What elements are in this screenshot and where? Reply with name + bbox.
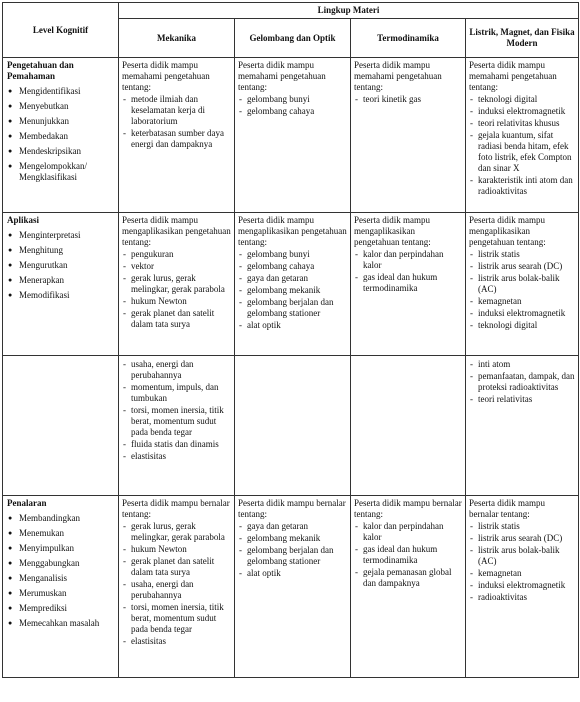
topic-item: - usaha, energi dan perubahannya [122, 359, 231, 381]
topic-item: - torsi, momen inersia, titik berat, momentum sudut pada benda tegar [122, 602, 231, 635]
level-cell [3, 58, 119, 213]
cell-intro: Peserta didik mampu bernalar tentang: [354, 498, 462, 519]
skill-list [7, 230, 115, 301]
cell-intro: Peserta didik mampu mengaplikasikan pengetahuan tentang: [238, 215, 347, 247]
topic-item: - gas ideal dan hukum termodinamika [354, 272, 462, 294]
skill-item: ● Mengidentifikasi [7, 86, 115, 97]
topic-item: - gerak planet dan satelit dalam tata surya [122, 308, 231, 330]
table-row-pengetahuan [3, 58, 579, 213]
topic-item: - kemagnetan [469, 296, 575, 307]
skill-item: ● Mengurutkan [7, 260, 115, 271]
topic-cell [351, 58, 466, 213]
topic-item: - gelombang bunyi [238, 94, 347, 105]
topic-cell [119, 496, 235, 678]
topic-list [122, 359, 231, 462]
table-row-aplikasi-lanjutan [3, 356, 579, 496]
topic-item: - gelombang cahaya [238, 261, 347, 272]
cell-intro: Peserta didik mampu bernalar tentang: [469, 498, 545, 519]
table-row-aplikasi [3, 213, 579, 356]
cell-intro: Peserta didik mampu memahami pengetahuan tentang: [469, 60, 557, 92]
topic-list [469, 359, 575, 405]
cell-intro: Peserta didik mampu bernalar tentang: [238, 498, 346, 519]
skill-item: ● Menyimpulkan [7, 543, 115, 554]
topic-item: - gelombang mekanik [238, 285, 347, 296]
level-cell [3, 496, 119, 678]
topic-item: - gerak planet dan satelit dalam tata surya [122, 556, 231, 578]
topic-item: - gerak lurus, gerak melingkar, gerak parabola [122, 521, 231, 543]
topic-item: - kalor dan perpindahan kalor [354, 521, 462, 543]
topic-item: - metode ilmiah dan keselamatan kerja di laboratorium [122, 94, 231, 127]
topic-item: - hukum Newton [122, 544, 231, 555]
topic-cell [119, 213, 235, 356]
topic-item: - gerak lurus, gerak melingkar, gerak parabola [122, 273, 231, 295]
topic-list [122, 249, 231, 330]
topic-item: - listrik statis [469, 521, 575, 532]
level-title: Aplikasi [7, 215, 40, 225]
topic-item: - karakteristik inti atom dan radioaktivitas [469, 175, 575, 197]
header-col-gelombang: Gelombang dan Optik [235, 19, 351, 58]
topic-list [354, 94, 462, 105]
topic-item: - vektor [122, 261, 231, 272]
topic-item: - keterbatasan sumber daya energi dan dampaknya [122, 128, 231, 150]
topic-cell [235, 213, 351, 356]
topic-cell [119, 58, 235, 213]
topic-item: - torsi, momen inersia, titik berat, momentum sudut pada benda tegar [122, 405, 231, 438]
topic-list [469, 94, 575, 197]
skill-item: ● Menginterpretasi [7, 230, 115, 241]
topic-item: - fluida statis dan dinamis [122, 439, 231, 450]
skill-item: ● Menemukan [7, 528, 115, 539]
topic-cell [466, 58, 579, 213]
topic-item: - gelombang mekanik [238, 533, 347, 544]
skill-item: ● Memecahkan masalah [7, 618, 115, 629]
topic-item: - radioaktivitas [469, 592, 575, 603]
level-cell [3, 356, 119, 496]
topic-item: - gaya dan getaran [238, 521, 347, 532]
cell-intro: Peserta didik mampu mengaplikasikan pengetahuan tentang: [469, 215, 546, 247]
topic-item: - gelombang cahaya [238, 106, 347, 117]
topic-cell [466, 356, 579, 496]
table-body [3, 58, 579, 678]
skill-item: ● Menunjukkan [7, 116, 115, 127]
skill-item: ● Menghitung [7, 245, 115, 256]
topic-item: - alat optik [238, 568, 347, 579]
topic-item: - teori kinetik gas [354, 94, 462, 105]
topic-item: - induksi elektromagnetik [469, 580, 575, 591]
topic-cell [119, 356, 235, 496]
skill-item: ● Mengelompokkan/ Mengklasifikasi [7, 161, 115, 183]
skill-item: ● Menerapkan [7, 275, 115, 286]
topic-cell [235, 356, 351, 496]
topic-item: - usaha, energi dan perubahannya [122, 579, 231, 601]
topic-item: - induksi elektromagnetik [469, 308, 575, 319]
topic-list [238, 249, 347, 331]
topic-item: - gaya dan getaran [238, 273, 347, 284]
topic-item: - pemanfaatan, dampak, dan proteksi radioaktivitas [469, 371, 575, 393]
topic-cell [235, 496, 351, 678]
topic-item: - momentum, impuls, dan tumbukan [122, 382, 231, 404]
topic-item: - kalor dan perpindahan kalor [354, 249, 462, 271]
topic-item: - teori relativitas [469, 394, 575, 405]
topic-item: - gelombang bunyi [238, 249, 347, 260]
topic-item: - hukum Newton [122, 296, 231, 307]
skill-item: ● Memodifikasi [7, 290, 115, 301]
skill-item: ● Menganalisis [7, 573, 115, 584]
level-title: Pengetahuan dan Pemahaman [7, 60, 74, 81]
skill-list [7, 86, 115, 183]
topic-item: - listrik arus bolak-balik (AC) [469, 273, 575, 295]
topic-list [354, 249, 462, 294]
topic-item: - teknologi digital [469, 320, 575, 331]
skill-item: ● Membedakan [7, 131, 115, 142]
topic-item: - inti atom [469, 359, 575, 370]
topic-item: - induksi elektromagnetik [469, 106, 575, 117]
skill-item: ● Membandingkan [7, 513, 115, 524]
topic-item: - listrik arus bolak-balik (AC) [469, 545, 575, 567]
header-scope: Lingkup Materi [119, 3, 579, 19]
topic-item: - gejala pemanasan global dan dampaknya [354, 567, 462, 589]
topic-cell [466, 213, 579, 356]
level-cell [3, 213, 119, 356]
topic-list [122, 521, 231, 647]
skill-item: ● Merumuskan [7, 588, 115, 599]
header-col-termodinamika: Termodinamika [351, 19, 466, 58]
topic-item: - gejala kuantum, sifat radiasi benda hitam, efek foto listrik, efek Compton dan sinar X [469, 130, 575, 174]
topic-item: - teknologi digital [469, 94, 575, 105]
header-col-listrik: Listrik, Magnet, dan Fisika Modern [466, 19, 579, 58]
skill-item: ● Mendeskripsikan [7, 146, 115, 157]
skill-item: ● Memprediksi [7, 603, 115, 614]
cell-intro: Peserta didik mampu memahami pengetahuan tentang: [238, 60, 326, 92]
topic-item: - elastisitas [122, 636, 231, 647]
topic-list [469, 521, 575, 603]
topic-cell [466, 496, 579, 678]
topic-cell [351, 496, 466, 678]
topic-item: - gas ideal dan hukum termodinamika [354, 544, 462, 566]
topic-item: - teori relativitas khusus [469, 118, 575, 129]
cognitive-level-table [2, 2, 579, 678]
topic-item: - listrik statis [469, 249, 575, 260]
topic-cell [351, 213, 466, 356]
cell-intro: Peserta didik mampu bernalar tentang: [122, 498, 230, 519]
cell-intro: Peserta didik mampu memahami pengetahuan tentang: [122, 60, 210, 92]
header-col-mekanika: Mekanika [119, 19, 235, 58]
topic-cell [235, 58, 351, 213]
topic-list [122, 94, 231, 150]
topic-item: - pengukuran [122, 249, 231, 260]
topic-list [469, 249, 575, 331]
level-title: Penalaran [7, 498, 47, 508]
topic-list [238, 521, 347, 579]
header-level: Level Kognitif [3, 3, 119, 58]
topic-item: - elastisitas [122, 451, 231, 462]
cell-intro: Peserta didik mampu mengaplikasikan pengetahuan tentang: [354, 215, 431, 247]
topic-list [238, 94, 347, 117]
skill-item: ● Menyebutkan [7, 101, 115, 112]
topic-item: - alat optik [238, 320, 347, 331]
skill-list [7, 513, 115, 629]
topic-item: - listrik arus searah (DC) [469, 533, 575, 544]
cell-intro: Peserta didik mampu memahami pengetahuan tentang: [354, 60, 442, 92]
topic-item: - kemagnetan [469, 568, 575, 579]
topic-item: - gelombang berjalan dan gelombang stationer [238, 545, 347, 567]
topic-list [354, 521, 462, 589]
topic-item: - listrik arus searah (DC) [469, 261, 575, 272]
topic-cell [351, 356, 466, 496]
cell-intro: Peserta didik mampu mengaplikasikan pengetahuan tentang: [122, 215, 231, 247]
topic-item: - gelombang berjalan dan gelombang stationer [238, 297, 347, 319]
skill-item: ● Menggabungkan [7, 558, 115, 569]
table-row-penalaran [3, 496, 579, 678]
